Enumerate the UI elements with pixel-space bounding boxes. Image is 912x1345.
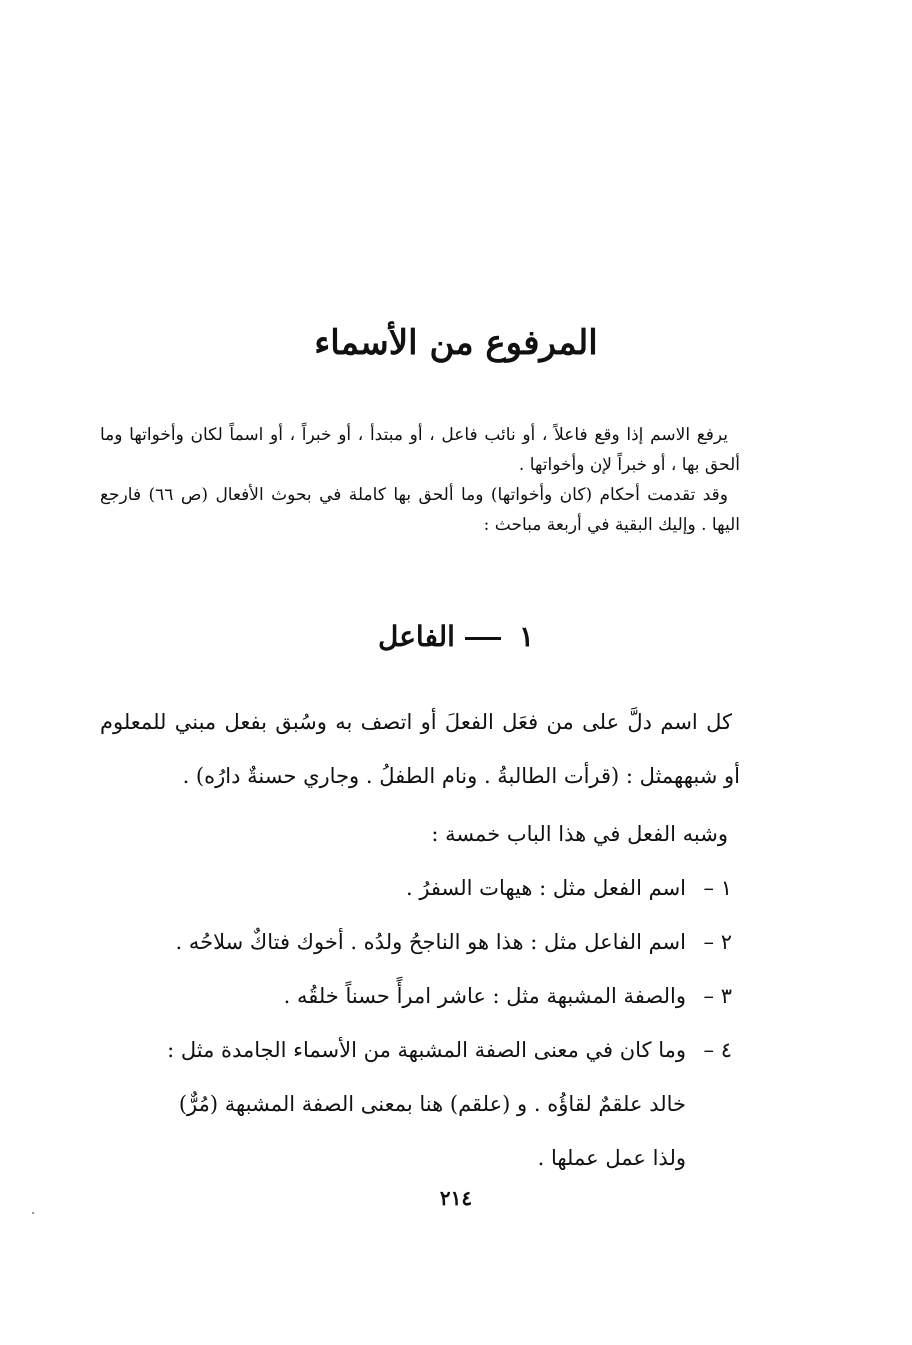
list-item-text: اسم الفعل مثل : هيهات السفرُ . xyxy=(405,876,686,900)
intro-paragraph: يرفع الاسم إذا وقع فاعلاً ، أو نائب فاعل ، أو مبتدأ ، أو خبراً ، أو اسماً لكان وأخواتها وما ألحق بها ، أو خبراً لإن وأخواتها . xyxy=(100,425,740,475)
intro-block xyxy=(100,420,740,540)
list-item xyxy=(100,861,740,915)
page-title: المرفوع من الأسماء xyxy=(314,323,598,363)
definition-paragraph: كل اسم دلَّ على من فعَل الفعلَ أو اتصف به وسُبق بفعل مبني للمعلوم أو شبههمثل : (قرأت الطالبةُ . ونام الطفلُ . وجاري حسنةٌ دارُه) . xyxy=(100,710,740,788)
list-item xyxy=(100,969,740,1023)
section-number: ١ xyxy=(518,620,534,653)
section-title: الفاعل xyxy=(378,620,455,653)
subheading: وشبه الفعل في هذا الباب خمسة : xyxy=(431,822,728,846)
list-item-number: ٢ – xyxy=(703,930,732,954)
list-item-text: اسم الفاعل مثل : هذا هو الناجحُ ولدُه . أخوك فتاكٌ سلاحُه . xyxy=(175,930,686,954)
page-number: ٢١٤ xyxy=(439,1186,473,1210)
intro-paragraph: وقد تقدمت أحكام (كان وأخواتها) وما ألحق بها كاملة في بحوث الأفعال (ص ٦٦) فارجع اليها . وإليك البقية في أربعة مباحث : xyxy=(100,485,740,535)
section-heading xyxy=(0,612,912,662)
list-item xyxy=(100,1023,740,1185)
scan-speck xyxy=(32,1212,34,1214)
list-item-continuation: خالد علقمٌ لقاؤُه . و (علقم) هنا بمعنى الصفة المشبهة (مُرٌّ) xyxy=(178,1092,686,1116)
list-item-number: ٣ – xyxy=(703,984,732,1008)
list-item-text: والصفة المشبهة مثل : عاشر امرأً حسناً خلقُه . xyxy=(283,984,686,1008)
list-item xyxy=(100,915,740,969)
list-item-text: وما كان في معنى الصفة المشبهة من الأسماء الجامدة مثل : xyxy=(167,1038,686,1062)
section-body xyxy=(100,695,740,1185)
list-item-number: ١ – xyxy=(703,876,732,900)
list-item-number: ٤ – xyxy=(703,1038,732,1062)
list-item-continuation: ولذا عمل عملها . xyxy=(537,1146,686,1170)
list-item-body xyxy=(100,1023,686,1185)
heading-dash xyxy=(465,637,501,640)
